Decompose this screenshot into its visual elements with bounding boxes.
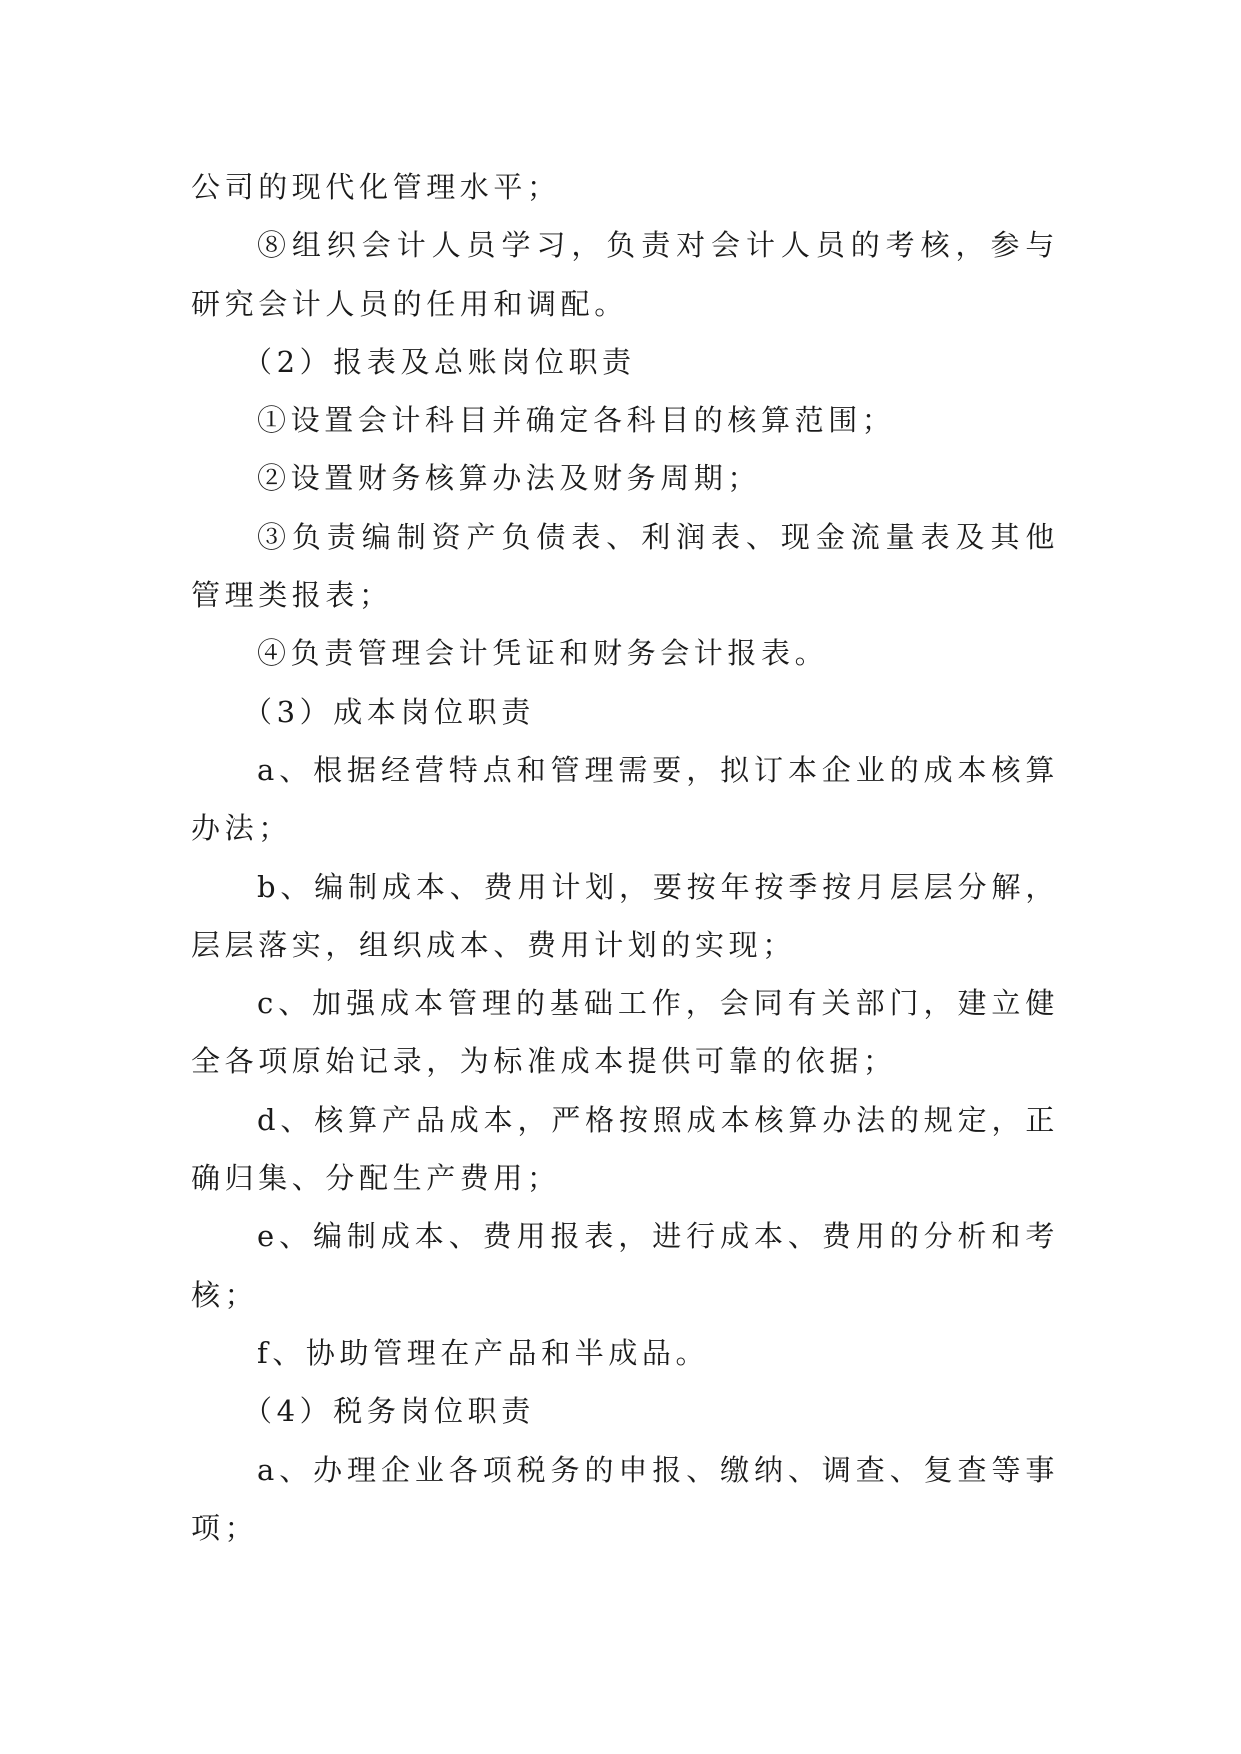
paragraph-item-a: a、根据经营特点和管理需要，拟订本企业的成本核算办法；	[191, 752, 1059, 846]
paragraph-item-4: ④负责管理会计凭证和财务会计报表。	[257, 636, 829, 671]
paragraph-item-c: c、加强成本管理的基础工作，会同有关部门，建立健全各项原始记录，为标准成本提供可靠的依据；	[191, 986, 1059, 1079]
paragraph-item-b: b、编制成本、费用计划，要按年按季按月层层分解，层层落实，组织成本、费用计划的实现；	[191, 869, 1059, 962]
paragraph-continuation: 公司的现代化管理水平；	[191, 170, 561, 204]
paragraph-item-f: f、协助管理在产品和半成品。	[257, 1335, 710, 1370]
paragraph-tax-item-a: a、办理企业各项税务的申报、缴纳、调查、复查等事项；	[191, 1452, 1059, 1545]
paragraph-item-1: ①设置会计科目并确定各科目的核算范围；	[257, 403, 896, 438]
paragraph-item-d: d、核算产品成本，严格按照成本核算办法的规定，正确归集、分配生产费用；	[191, 1102, 1059, 1196]
paragraph-item-2: ②设置财务核算办法及财务周期；	[257, 461, 762, 496]
section-heading-cost: （3）成本岗位职责	[243, 694, 535, 729]
section-heading-tax: （4）税务岗位职责	[243, 1394, 535, 1429]
paragraph-item-8: ⑧组织会计人员学习，负责对会计人员的考核，参与研究会计人员的任用和调配。	[191, 228, 1059, 321]
paragraph-item-e: e、编制成本、费用报表，进行成本、费用的分析和考核；	[191, 1219, 1059, 1312]
document-body	[191, 158, 1059, 1557]
paragraph-item-3: ③负责编制资产负债表、利润表、现金流量表及其他管理类报表；	[191, 519, 1059, 613]
section-heading-reports-ledger: （2）报表及总账岗位职责	[243, 344, 636, 379]
